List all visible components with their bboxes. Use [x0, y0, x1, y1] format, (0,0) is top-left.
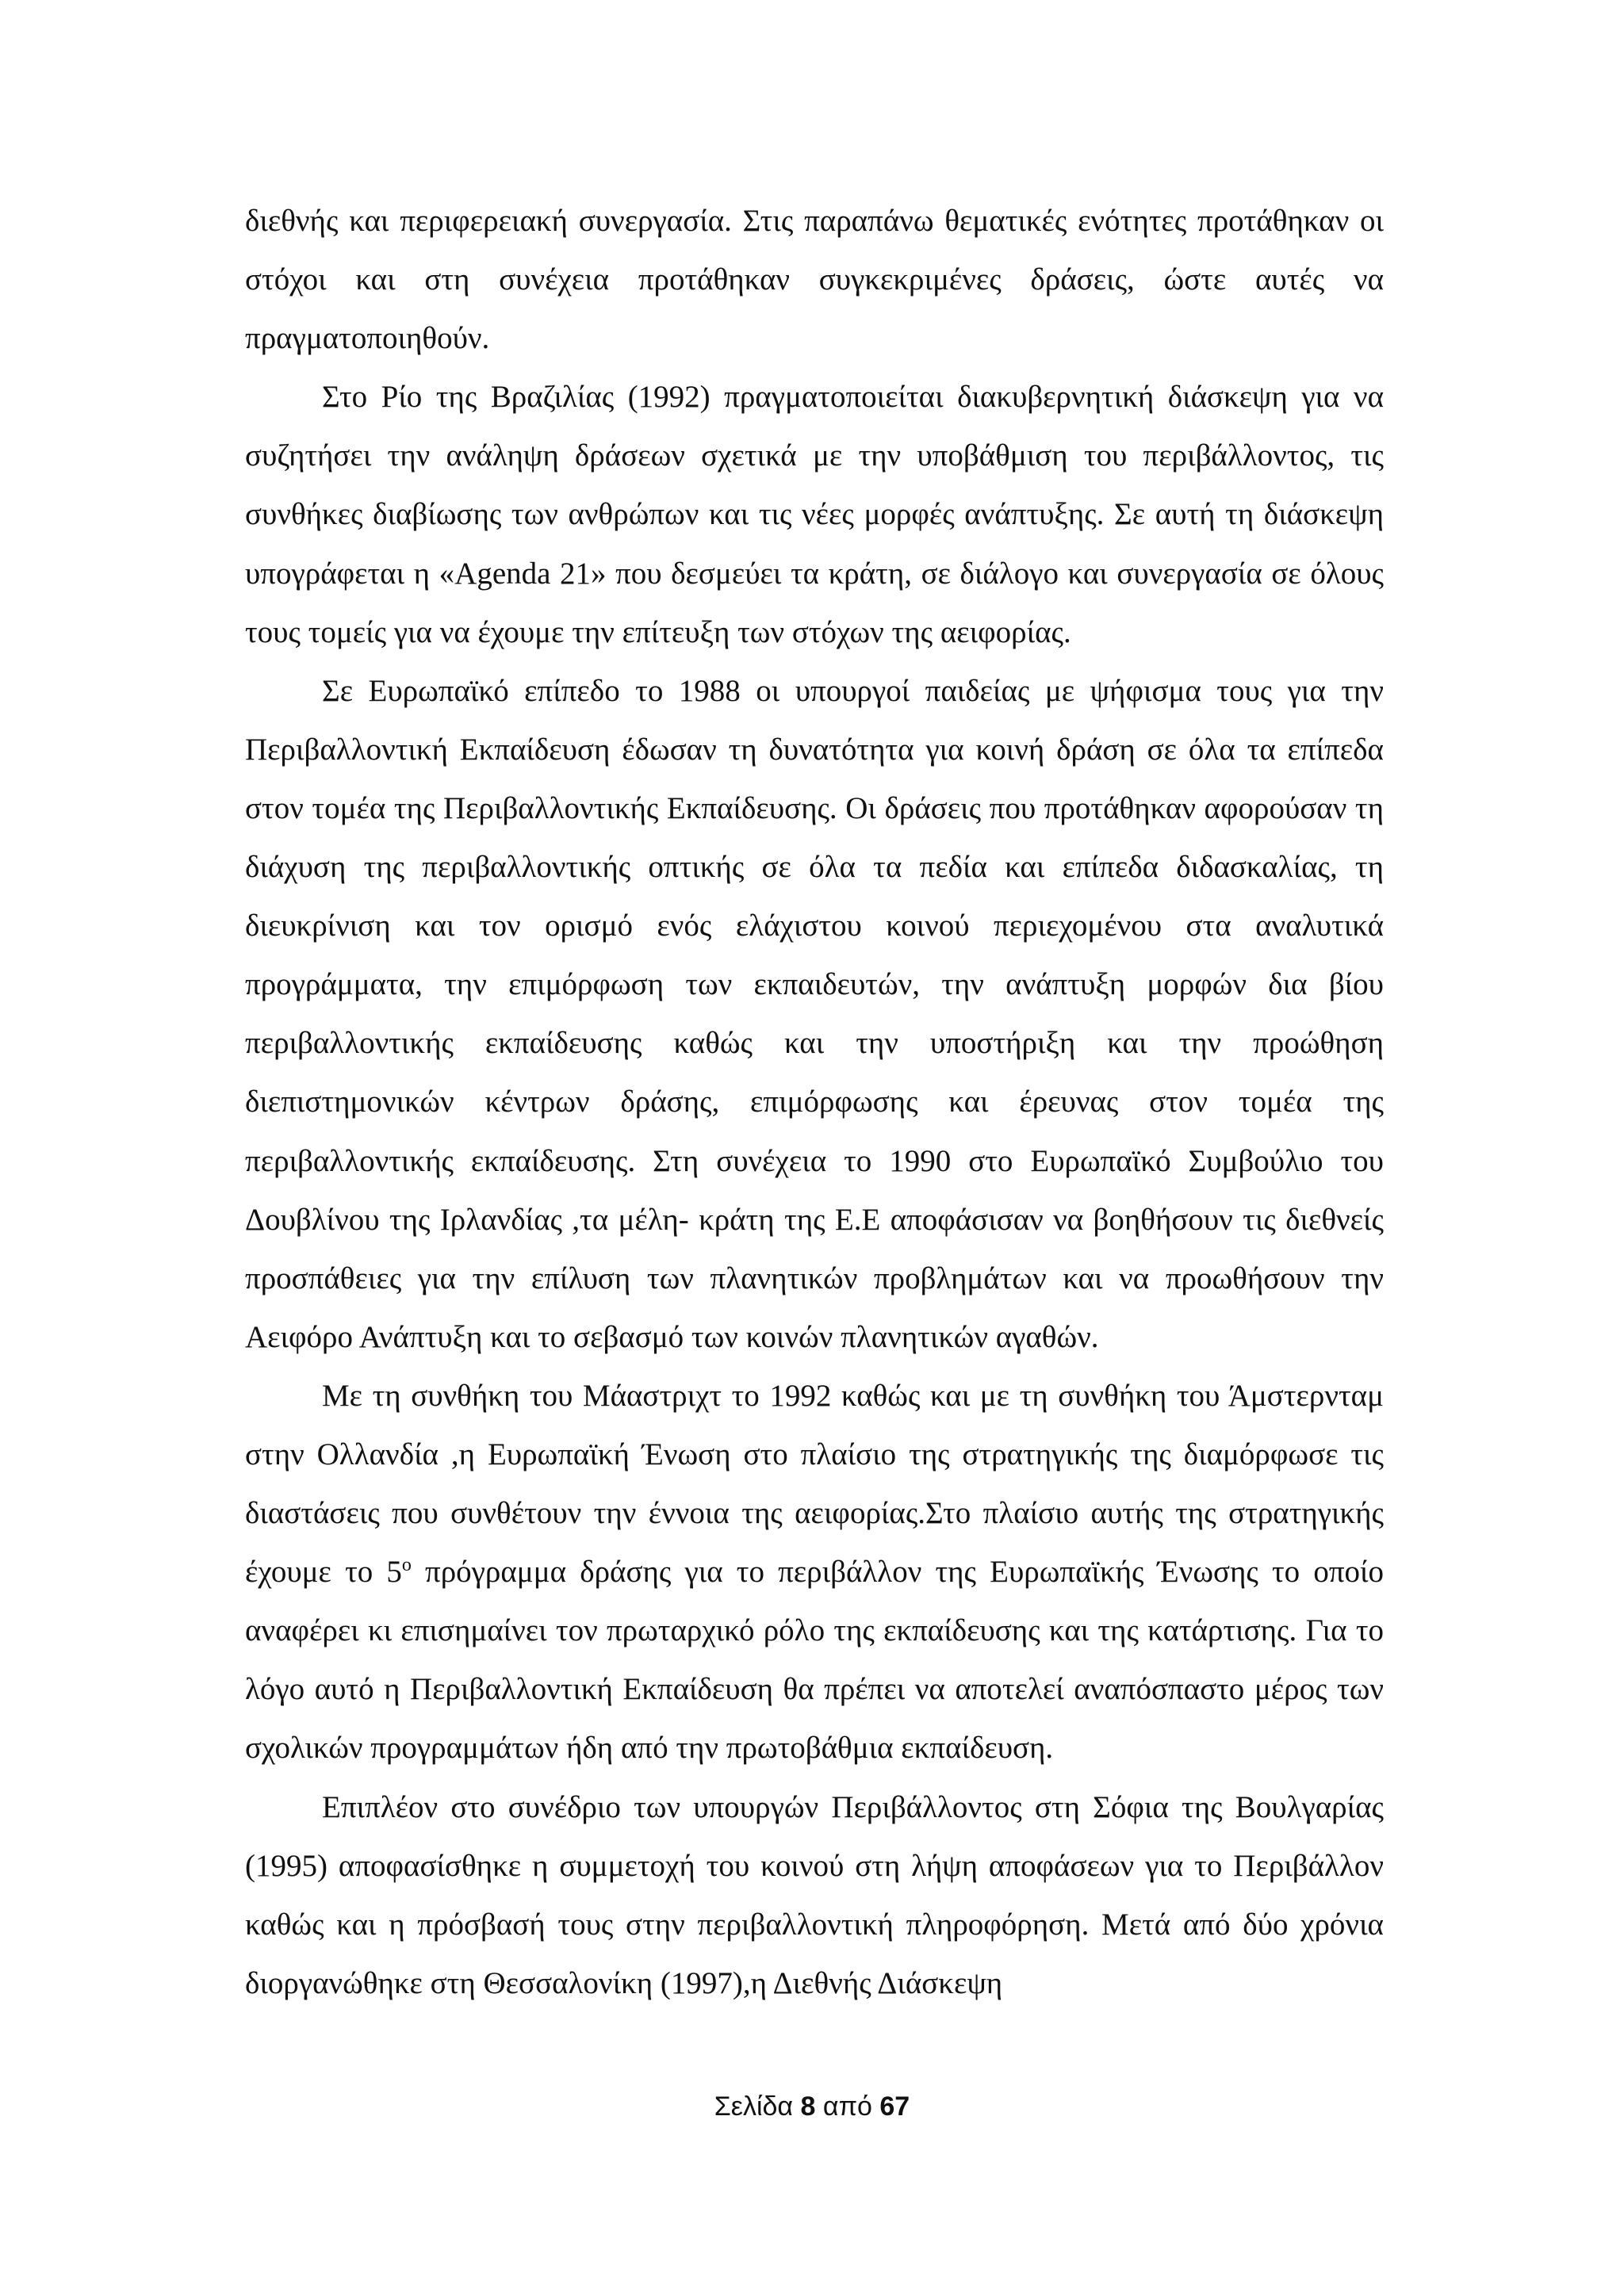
footer-separator: από: [822, 2091, 872, 2122]
footer-current-page: 8: [800, 2091, 816, 2122]
paragraph-4-part-1: Με τη συνθήκη του Μάαστριχτ το 1992 καθώς και με τη συνθήκη του Άμστερνταμ στην Ολλανδία ,η Ευρωπαϊκή Ένωση στο πλαίσιο της στρατηγικής της διαμόρφωσε τις διαστάσεις που συνθέτουν την έννοια της αειφορίας.Στο πλαίσιο αυτής της στρατηγικής έχουμε το 5: [245, 1378, 1384, 1590]
footer-page-label: Σελίδα: [714, 2091, 794, 2122]
page-footer: [0, 2091, 1624, 2122]
paragraph-4-part-2: πρόγραμμα δράσης για το περιβάλλον της Ευρωπαϊκής Ένωσης το οποίο αναφέρει κι επισημαίνει τον πρωταρχικό ρόλο της εκπαίδευσης και της κατάρτισης. Για το λόγο αυτό η Περιβαλλοντική Εκπαίδευση θα πρέπει να αποτελεί αναπόσπαστο μέρος των σχολικών προγραμμάτων ήδη από την πρωτοβάθμια εκπαίδευση.: [245, 1555, 1384, 1766]
ordinal-superscript: ο: [401, 1555, 412, 1576]
paragraph-5: Επιπλέον στο συνέδριο των υπουργών Περιβάλλοντος στη Σόφια της Βουλγαρίας (1995) αποφασίσθηκε η συμμετοχή του κοινού στη λήψη αποφάσεων για το Περιβάλλον καθώς και η πρόσβασή τους στην περιβαλλοντική πληροφόρηση. Μετά από δύο χρόνια διοργανώθηκε στη Θεσσαλονίκη (1997),η Διεθνής Διάσκεψη: [245, 1789, 1384, 2000]
paragraph-4: [245, 1367, 1384, 1778]
footer-total-pages: 67: [879, 2091, 910, 2122]
paragraph-1: διεθνής και περιφερειακή συνεργασία. Στις παραπάνω θεματικές ενότητες προτάθηκαν οι στόχοι και στη συνέχεια προτάθηκαν συγκεκριμένες δράσεις, ώστε αυτές να πραγματοποιηθούν.: [245, 204, 1384, 356]
paragraph-2: Στο Ρίο της Βραζιλίας (1992) πραγματοποιείται διακυβερνητική διάσκεψη για να συζητήσει την ανάληψη δράσεων σχετικά με την υποβάθμιση του περιβάλλοντος, τις συνθήκες διαβίωσης των ανθρώπων και τις νέες μορφές ανάπτυξης. Σε αυτή τη διάσκεψη υπογράφεται η «Agenda 21» που δεσμεύει τα κράτη, σε διάλογο και συνεργασία σε όλους τους τομείς για να έχουμε την επίτευξη των στόχων της αειφορίας.: [245, 380, 1384, 649]
body-text: [245, 192, 1384, 2013]
paragraph-3: Σε Ευρωπαϊκό επίπεδο το 1988 οι υπουργοί παιδείας με ψήφισμα τους για την Περιβαλλοντική Εκπαίδευση έδωσαν τη δυνατότητα για κοινή δράση σε όλα τα επίπεδα στον τομέα της Περιβαλλοντικής Εκπαίδευσης. Οι δράσεις που προτάθηκαν αφορούσαν τη διάχυση της περιβαλλοντικής οπτικής σε όλα τα πεδία και επίπεδα διδασκαλίας, τη διευκρίνιση και τον ορισμό ενός ελάχιστου κοινού περιεχομένου στα αναλυτικά προγράμματα, την επιμόρφωση των εκπαιδευτών, την ανάπτυξη μορφών δια βίου περιβαλλοντικής εκπαίδευσης καθώς και την υποστήριξη και την προώθηση διεπιστημονικών κέντρων δράσης, επιμόρφωσης και έρευνας στον τομέα της περιβαλλοντικής εκπαίδευσης. Στη συνέχεια το 1990 στο Ευρωπαϊκό Συμβούλιο του Δουβλίνου της Ιρλανδίας ,τα μέλη- κράτη της Ε.Ε αποφάσισαν να βοηθήσουν τις διεθνείς προσπάθειες για την επίλυση των πλανητικών προβλημάτων και να προωθήσουν την Αειφόρο Ανάπτυξη και το σεβασμό των κοινών πλανητικών αγαθών.: [245, 673, 1384, 1354]
